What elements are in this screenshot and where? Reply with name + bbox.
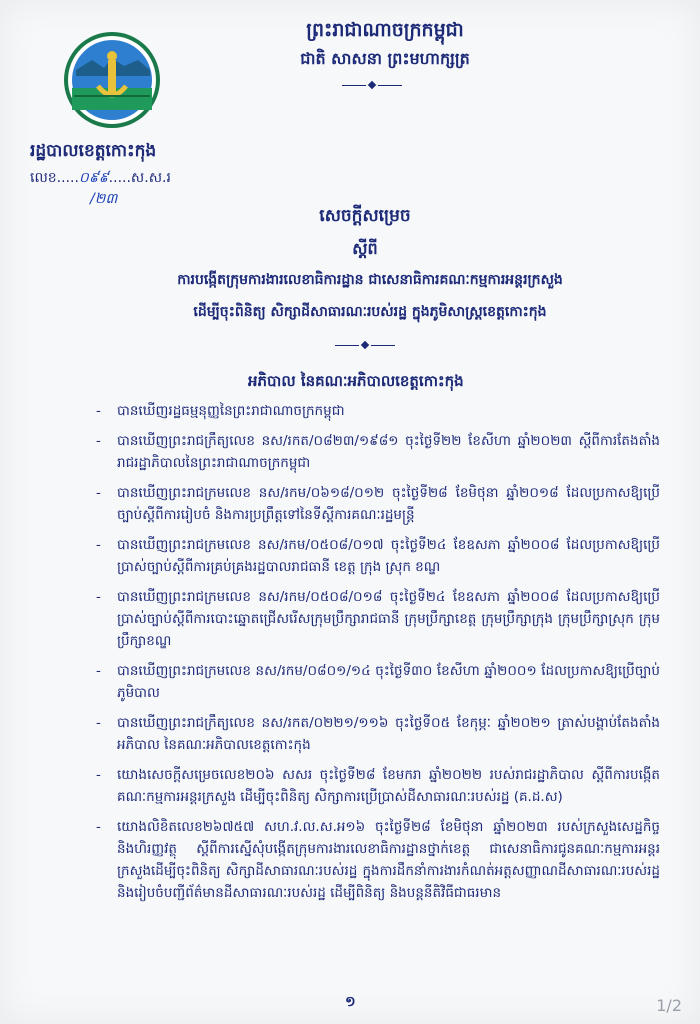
- title-ornament: [335, 340, 395, 350]
- preamble-item-text: យោងសេចក្តីសម្រេចលេខ២០៦ សសរ ចុះថ្ងៃទី២៨ ខែមករា ឆ្នាំ២០២២ របស់រាជរដ្ឋាភិបាល ស្តីពីការបង្កើតគណៈកម្មការអន្តរក្រសួង ដើម្បីចុះពិនិត្យ សិក្សាការប្រើប្រាស់ដីសាធារណៈរបស់រដ្ឋ (គ.ដ.ស): [117, 767, 660, 805]
- ref-handwritten: ០៩៩: [78, 170, 109, 186]
- page-indicator: 1/2: [656, 996, 682, 1015]
- preamble-item: [0, 816, 700, 904]
- reference-number: [30, 168, 171, 210]
- ref-prefix: លេខ.....: [30, 170, 79, 186]
- preamble-item: [0, 534, 700, 578]
- preamble-item: [0, 400, 700, 422]
- preamble-item-text: បានឃើញព្រះរាជក្រមលេខ នស/រកម/០៦១៨/០១២ ចុះថ្ងៃទី២៨ ខែមិថុនា ឆ្នាំ២០១៨ ដែលប្រកាសឱ្យប្រើច្បាប់ស្តីពីការរៀបចំ និងការប្រព្រឹត្តទៅនៃទីស្តីការគណៈរដ្ឋមន្ត្រី: [117, 485, 660, 523]
- preamble-item-text: យោងលិខិតលេខ២៦៧៥៧ សហ.វ.ល.ស.អ១៦ ចុះថ្ងៃទី២៨ ខែមិថុនា ឆ្នាំ២០២៣ របស់ក្រសួងសេដ្ឋកិច្ចនិងហិរញ្ញវត្ថុ ស្តីពីការស្នើសុំបង្កើតក្រុមការងារលេខាធិការដ្ឋានថ្នាក់ខេត្ត ជាសេនាធិការជូនគណៈកម្មការអន្តរក្រសួងដើម្បីចុះពិនិត្យ សិក្សាដីសាធារណៈរបស់រដ្ឋ ក្នុងការដឹកនាំការងារកំណត់អត្តសញ្ញាណដីសាធារណៈរបស់រដ្ឋ និងរៀបចំបញ្ជីព័ត៌មានដីសាធារណៈរបស់រដ្ឋ ដើម្បីពិនិត្យ និងបន្តនីតិវិធីជាធរមាន: [117, 819, 660, 901]
- decision-title: សេចក្តីសម្រេច: [319, 206, 411, 226]
- preamble-item: [0, 586, 700, 652]
- decision-subject-line-1: ការបង្កើតក្រុមការងារលេខាធិការដ្ឋាន ជាសេនាធិការគណៈកម្មការអន្តរក្រសួង: [177, 272, 563, 288]
- ref-suffix: .....ស.ស.រ: [108, 170, 171, 186]
- bullet-dash: -: [96, 537, 101, 553]
- preamble-item: [0, 430, 700, 474]
- bullet-dash: -: [96, 767, 101, 783]
- preamble-item: [0, 712, 700, 756]
- decision-subject-line-2: ដើម្បីចុះពិនិត្យ សិក្សាដីសាធារណៈរបស់រដ្ឋ ក្នុងភូមិសាស្ត្រខេត្តកោះកុង: [193, 304, 547, 320]
- kingdom-heading: ព្រះរាជាណាចក្រកម្ពុជា: [306, 19, 464, 41]
- national-motto: ជាតិ សាសនា ព្រះមហាក្សត្រ: [300, 49, 470, 68]
- bullet-dash: -: [96, 819, 101, 835]
- header-ornament: [342, 80, 402, 90]
- bullet-dash: -: [96, 433, 101, 449]
- koh-kong-province-seal-icon: [62, 30, 162, 130]
- bullet-dash: -: [96, 589, 101, 605]
- preamble-item-text: បានឃើញព្រះរាជក្រមលេខ នស/រកម/០៥០៨/០១៨ ចុះថ្ងៃទី២៤ ខែឧសភា ឆ្នាំ២០០៨ ដែលប្រកាសឱ្យប្រើប្រាស់ច្បាប់ស្តីពីការបោះឆ្នោតជ្រើសរើសក្រុមប្រឹក្សារាជធានី ក្រុមប្រឹក្សាខេត្ត ក្រុមប្រឹក្សាក្រុង ក្រុមប្រឹក្សាស្រុក ក្រុមប្រឹក្សាខណ្ឌ: [117, 589, 660, 649]
- ref-year: /២៣: [90, 191, 118, 207]
- bullet-dash: -: [96, 403, 101, 419]
- decision-subject-label: ស្តីពី: [352, 239, 378, 258]
- preamble-item-text: បានឃើញព្រះរាជក្រមលេខ នស/រកម/០៨០១/១៤ ចុះថ្ងៃទី៣០ ខែសីហា ឆ្នាំ២០០១ ដែលប្រកាសឱ្យប្រើច្បាប់ភូមិបាល: [117, 663, 660, 701]
- preamble-item-text: បានឃើញព្រះរាជក្រមលេខ នស/រកម/០៥០៨/០១៧ ចុះថ្ងៃទី២៤ ខែឧសភា ឆ្នាំ២០០៨ ដែលប្រកាសឱ្យប្រើប្រាស់ច្បាប់ស្តីពីការគ្រប់គ្រងរដ្ឋបាលរាជធានី ខេត្ត ក្រុង ស្រុក ខណ្ឌ: [117, 537, 660, 575]
- bullet-dash: -: [96, 663, 101, 679]
- issuing-authority: រដ្ឋបាលខេត្តកោះកុង: [30, 141, 157, 161]
- preamble-item-text: បានឃើញរដ្ឋធម្មនុញ្ញនៃព្រះរាជាណាចក្រកម្ពុជា: [117, 403, 345, 419]
- preamble-list: [0, 400, 700, 912]
- bullet-dash: -: [96, 715, 101, 731]
- preamble-item: [0, 482, 700, 526]
- preamble-item-text: បានឃើញព្រះរាជក្រឹត្យលេខ នស/រកត/០២២១/១១៦ ចុះថ្ងៃទី០៥ ខែកុម្ភៈ ឆ្នាំ២០២១ ត្រាស់បង្គាប់តែងតាំង អភិបាល នៃគណៈអភិបាលខេត្តកោះកុង: [117, 715, 660, 753]
- preamble-item: [0, 660, 700, 704]
- page-number: ១: [345, 994, 356, 1010]
- preamble-item-text: បានឃើញព្រះរាជក្រឹត្យលេខ នស/រកត/០៨២៣/១៩៨១ ចុះថ្ងៃទី២២ ខែសីហា ឆ្នាំ២០២៣ ស្តីពីការតែងតាំងរាជរដ្ឋាភិបាលនៃព្រះរាជាណាចក្រកម្ពុជា: [117, 433, 660, 471]
- bullet-dash: -: [96, 485, 101, 501]
- authority-heading: អភិបាល នៃគណៈអភិបាលខេត្តកោះកុង: [248, 372, 464, 390]
- preamble-item: [0, 764, 700, 808]
